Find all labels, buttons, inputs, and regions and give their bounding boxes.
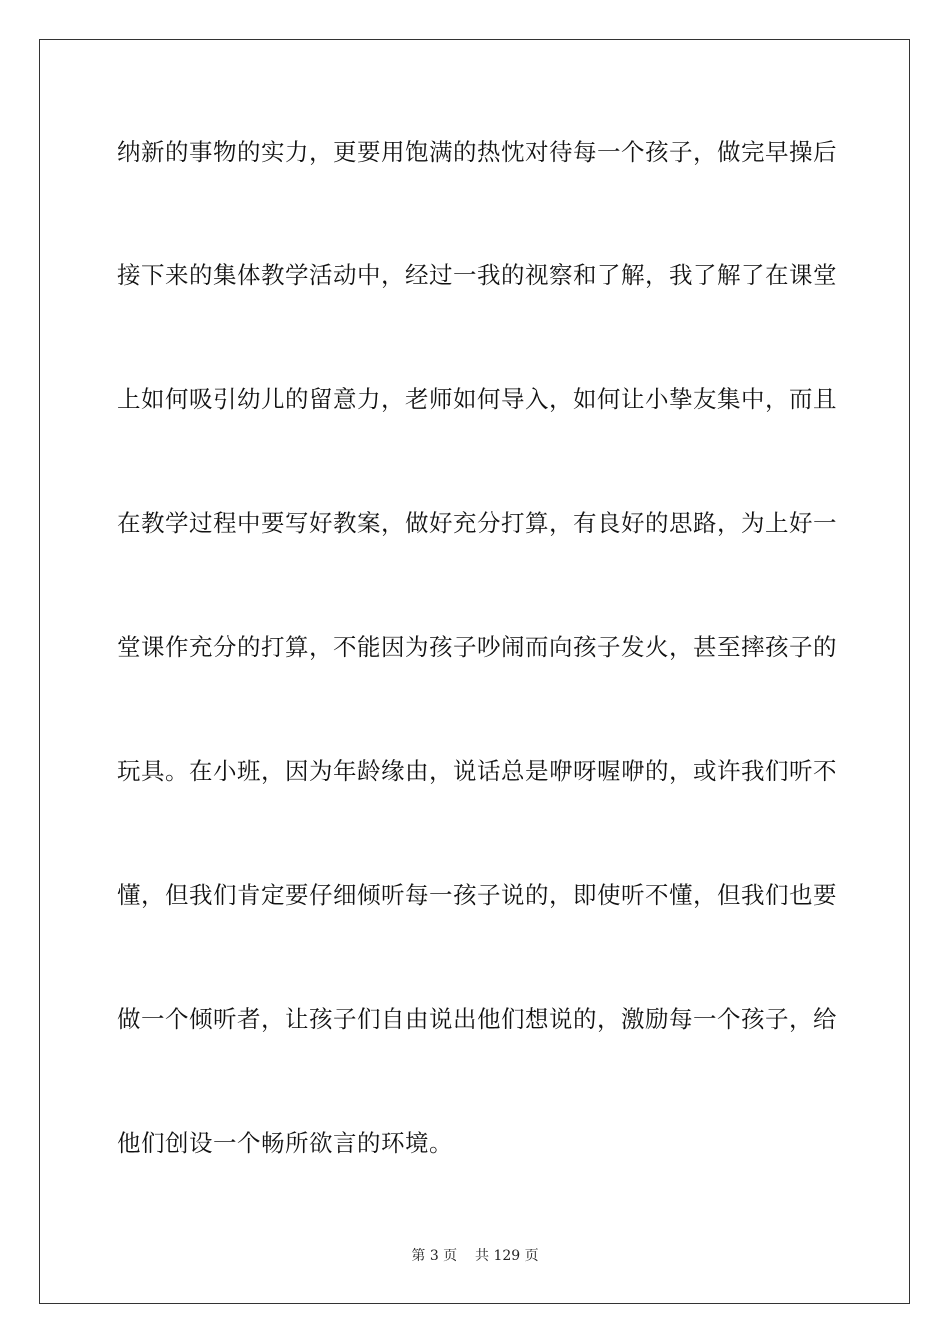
page-border bbox=[39, 39, 910, 1304]
body-line-4: 在教学过程中要写好教案，做好充分打算，有良好的思路，为上好一 bbox=[117, 509, 837, 537]
page-footer bbox=[0, 1247, 950, 1265]
body-line-8: 做一个倾听者，让孩子们自由说出他们想说的，激励每一个孩子，给 bbox=[117, 1005, 837, 1033]
body-line-5: 堂课作充分的打算，不能因为孩子吵闹而向孩子发火，甚至摔孩子的 bbox=[117, 633, 837, 661]
body-line-2: 接下来的集体教学活动中，经过一我的视察和了解，我了解了在课堂 bbox=[117, 261, 837, 289]
page-number: 第 3 页 bbox=[411, 1248, 458, 1264]
body-line-1: 纳新的事物的实力，更要用饱满的热忱对待每一个孩子，做完早操后 bbox=[117, 138, 837, 166]
body-line-3: 上如何吸引幼儿的留意力，老师如何导入，如何让小挚友集中，而且 bbox=[117, 385, 837, 413]
page-total: 共 129 页 bbox=[475, 1248, 539, 1264]
body-line-7: 懂，但我们肯定要仔细倾听每一孩子说的，即使听不懂，但我们也要 bbox=[117, 881, 837, 909]
body-line-9: 他们创设一个畅所欲言的环境。 bbox=[117, 1129, 453, 1157]
body-line-6: 玩具。在小班，因为年龄缘由，说话总是咿呀喔咿的，或许我们听不 bbox=[117, 757, 837, 785]
